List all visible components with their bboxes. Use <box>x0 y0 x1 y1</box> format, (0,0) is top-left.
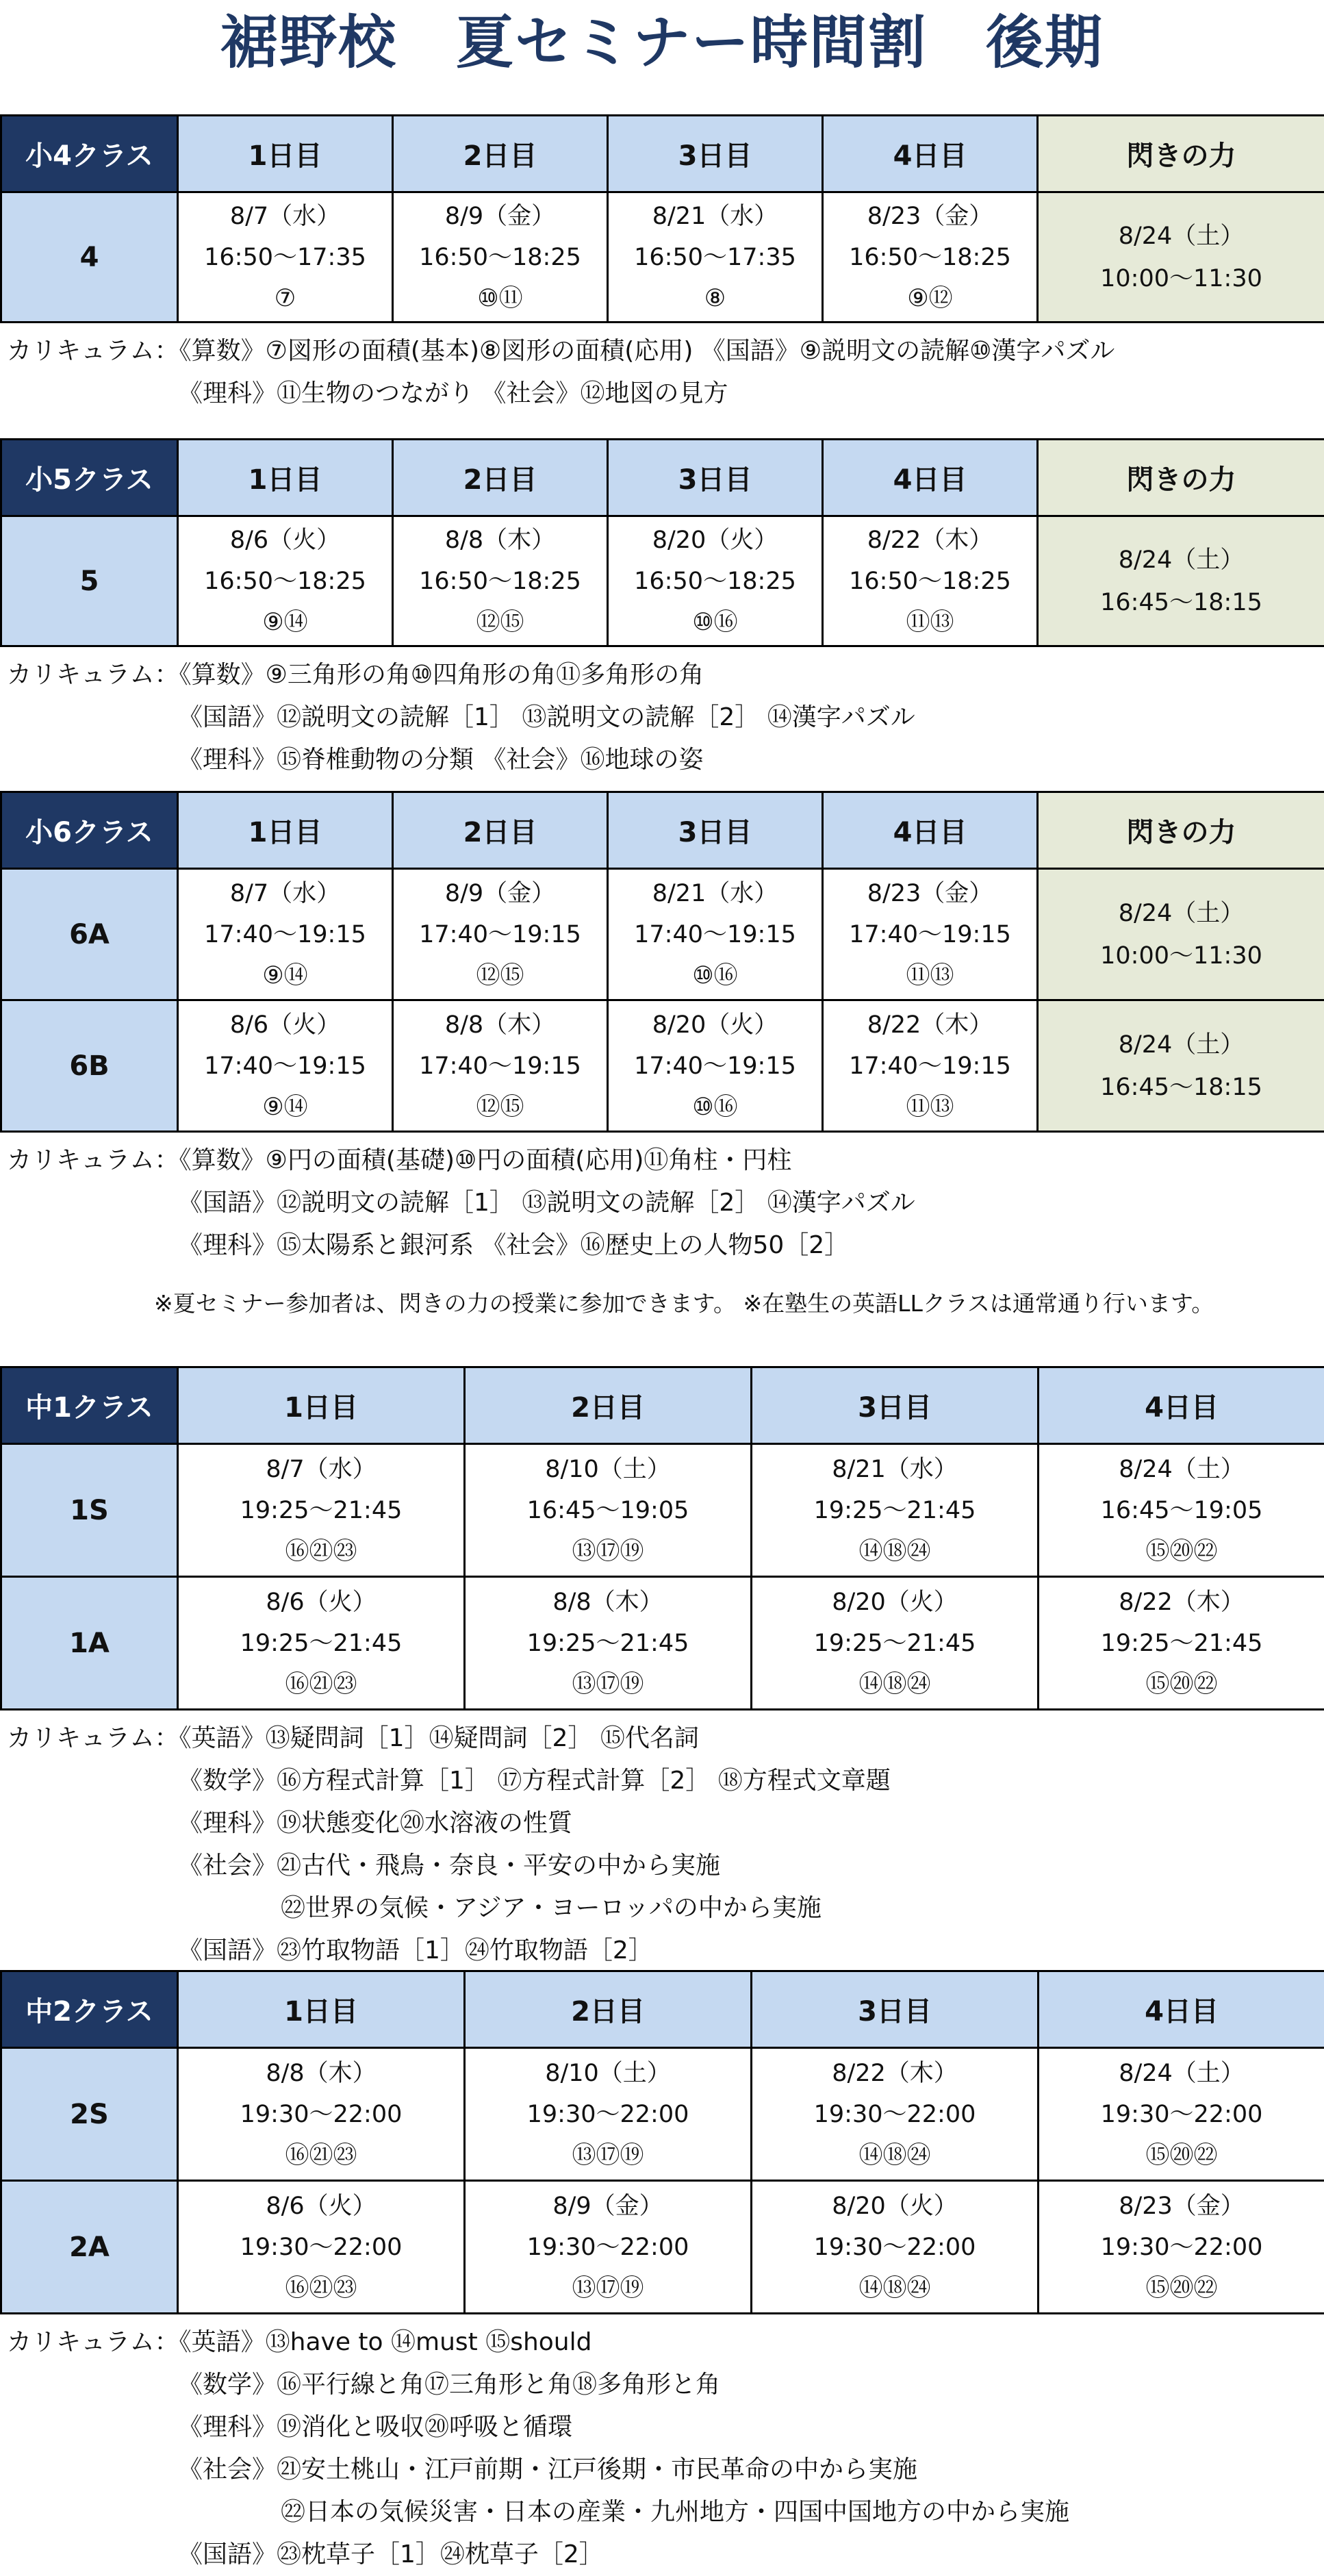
session-time: 19:30～22:00 <box>179 2227 463 2268</box>
session-cell <box>465 1444 752 1577</box>
hirameki-date: 8/24（土） <box>1039 539 1324 581</box>
session-cell <box>608 869 823 1000</box>
session-units: ⑧ <box>609 278 822 319</box>
session-date: 8/23（金） <box>824 196 1036 237</box>
schedule-table-grade6 <box>0 791 1324 1133</box>
session-cell <box>465 2048 752 2181</box>
session-cell <box>393 192 608 323</box>
session-time: 19:25～21:45 <box>752 1623 1037 1664</box>
session-units: ⑮⑳㉒ <box>1039 1531 1324 1572</box>
session-units: ⑯㉑㉓ <box>179 1531 463 1572</box>
table-row <box>1 2048 1324 2181</box>
class-header: 中1クラス <box>1 1367 178 1444</box>
session-units: ⑫⑮ <box>394 955 607 996</box>
hirameki-date: 8/24（土） <box>1039 215 1324 257</box>
session-time: 17:40～19:15 <box>609 914 822 955</box>
class-name: 4 <box>1 192 178 323</box>
day-header-1: 1日目 <box>178 792 393 869</box>
session-cell <box>465 2181 752 2314</box>
session-date: 8/6（火） <box>179 2186 463 2227</box>
session-date: 8/10（土） <box>466 1449 750 1490</box>
hirameki-time: 16:45～18:15 <box>1039 1066 1324 1109</box>
curriculum-line: 《理科》⑲状態変化⑳水溶液の性質 <box>7 1802 1324 1845</box>
hirameki-cell <box>1038 1000 1324 1132</box>
session-cell <box>823 1000 1038 1132</box>
session-time: 19:25～21:45 <box>466 1623 750 1664</box>
session-date: 8/7（水） <box>179 196 392 237</box>
session-cell <box>1039 1577 1324 1710</box>
table-row <box>1 1577 1324 1710</box>
session-units: ⑨⑭ <box>179 1087 392 1128</box>
session-cell <box>178 869 393 1000</box>
session-date: 8/10（土） <box>466 2053 750 2094</box>
table-row <box>1 2181 1324 2314</box>
curriculum-block <box>7 654 1324 781</box>
schedule-table-grade5 <box>0 438 1324 647</box>
session-date: 8/9（金） <box>394 196 607 237</box>
hirameki-header: 閃きの力 <box>1038 116 1324 192</box>
session-time: 16:50～18:25 <box>394 561 607 602</box>
curriculum-line: 《数学》⑯方程式計算［1］ ⑰方程式計算［2］ ⑱方程式文章題 <box>7 1760 1324 1802</box>
session-time: 19:25～21:45 <box>179 1623 463 1664</box>
day-header-2: 2日目 <box>393 792 608 869</box>
session-time: 16:50～17:35 <box>179 237 392 278</box>
session-date: 8/21（水） <box>752 1449 1037 1490</box>
session-cell <box>608 192 823 323</box>
session-time: 17:40～19:15 <box>609 1046 822 1087</box>
class-name: 6B <box>1 1000 178 1132</box>
session-cell <box>752 2181 1039 2314</box>
curriculum-line: 《理科》⑮太陽系と銀河系 《社会》⑯歴史上の人物50［2］ <box>7 1224 1324 1267</box>
section-grade4 <box>0 114 1324 415</box>
curriculum-line: 《国語》㉓枕草子［1］㉔枕草子［2］ <box>7 2534 1324 2576</box>
hirameki-header: 閃きの力 <box>1038 792 1324 869</box>
session-time: 19:25～21:45 <box>1039 1623 1324 1664</box>
day-header-1: 1日目 <box>178 116 393 192</box>
session-time: 19:30～22:00 <box>466 2094 750 2135</box>
session-cell <box>393 1000 608 1132</box>
session-time: 17:40～19:15 <box>179 1046 392 1087</box>
curriculum-line: 《国語》⑫説明文の読解［1］ ⑬説明文の読解［2］ ⑭漢字パズル <box>7 1182 1324 1224</box>
curriculum-line: 《理科》⑪生物のつながり 《社会》⑫地図の見方 <box>7 372 1324 415</box>
section-junior2 <box>0 1970 1324 2576</box>
session-time: 17:40～19:15 <box>394 1046 607 1087</box>
curriculum-line: カリキュラム：《算数》⑨円の面積(基礎)⑩円の面積(応用)⑪角柱・円柱 <box>7 1139 1324 1182</box>
day-header-3: 3日目 <box>752 1971 1039 2048</box>
session-cell <box>1039 1444 1324 1577</box>
day-header-4: 4日目 <box>823 116 1038 192</box>
session-units: ⑩⑪ <box>394 278 607 319</box>
day-header-1: 1日目 <box>178 1971 465 2048</box>
session-cell <box>178 516 393 646</box>
day-header-3: 3日目 <box>608 792 823 869</box>
session-time: 16:45～19:05 <box>466 1490 750 1531</box>
day-header-2: 2日目 <box>465 1367 752 1444</box>
session-cell <box>178 192 393 323</box>
day-header-2: 2日目 <box>465 1971 752 2048</box>
hirameki-cell <box>1038 869 1324 1000</box>
session-cell <box>393 516 608 646</box>
curriculum-line: カリキュラム：《算数》⑨三角形の角⑩四角形の角⑪多角形の角 <box>7 654 1324 696</box>
session-cell <box>608 1000 823 1132</box>
hirameki-time: 10:00～11:30 <box>1039 935 1324 977</box>
section-junior1 <box>0 1366 1324 1972</box>
session-units: ⑮⑳㉒ <box>1039 1664 1324 1705</box>
session-units: ⑨⑫ <box>824 278 1036 319</box>
session-date: 8/21（水） <box>609 196 822 237</box>
session-date: 8/23（金） <box>824 873 1036 914</box>
section-grade5 <box>0 438 1324 781</box>
session-units: ⑨⑭ <box>179 602 392 643</box>
class-header: 小4クラス <box>1 116 178 192</box>
session-time: 19:25～21:45 <box>179 1490 463 1531</box>
session-date: 8/6（火） <box>179 520 392 561</box>
curriculum-line: カリキュラム：《算数》⑦図形の面積(基本)⑧図形の面積(応用) 《国語》⑨説明文の読解⑩漢字パズル <box>7 330 1324 372</box>
day-header-3: 3日目 <box>608 116 823 192</box>
class-name: 2S <box>1 2048 178 2181</box>
session-time: 16:50～18:25 <box>609 561 822 602</box>
session-time: 17:40～19:15 <box>824 914 1036 955</box>
session-time: 16:50～18:25 <box>824 237 1036 278</box>
session-time: 19:30～22:00 <box>752 2094 1037 2135</box>
session-time: 19:30～22:00 <box>466 2227 750 2268</box>
session-time: 17:40～19:15 <box>824 1046 1036 1087</box>
session-date: 8/22（木） <box>824 520 1036 561</box>
session-date: 8/22（木） <box>752 2053 1037 2094</box>
session-date: 8/20（火） <box>752 1582 1037 1623</box>
curriculum-line: 《理科》⑲消化と吸収⑳呼吸と循環 <box>7 2406 1324 2449</box>
hirameki-date: 8/24（土） <box>1039 1024 1324 1066</box>
session-time: 16:50～18:25 <box>179 561 392 602</box>
section-grade6 <box>0 791 1324 1267</box>
session-time: 19:30～22:00 <box>1039 2227 1324 2268</box>
session-units: ⑩⑯ <box>609 955 822 996</box>
session-cell <box>178 1444 465 1577</box>
curriculum-line: カリキュラム：《英語》⑬have to ⑭must ⑮should <box>7 2321 1324 2364</box>
session-date: 8/21（水） <box>609 873 822 914</box>
session-units: ⑦ <box>179 278 392 319</box>
session-date: 8/9（金） <box>466 2186 750 2227</box>
session-cell <box>752 1444 1039 1577</box>
session-units: ⑩⑯ <box>609 602 822 643</box>
class-name: 1S <box>1 1444 178 1577</box>
session-time: 19:30～22:00 <box>752 2227 1037 2268</box>
curriculum-line: ㉒世界の気候・アジア・ヨーロッパの中から実施 <box>7 1887 1324 1930</box>
session-time: 19:30～22:00 <box>1039 2094 1324 2135</box>
curriculum-line: 《国語》⑫説明文の読解［1］ ⑬説明文の読解［2］ ⑭漢字パズル <box>7 696 1324 739</box>
curriculum-line: 《国語》㉓竹取物語［1］㉔竹取物語［2］ <box>7 1930 1324 1972</box>
session-units: ⑯㉑㉓ <box>179 2135 463 2176</box>
session-units: ⑩⑯ <box>609 1087 822 1128</box>
session-units: ⑯㉑㉓ <box>179 2268 463 2309</box>
day-header-2: 2日目 <box>393 116 608 192</box>
schedule-table-junior2 <box>0 1970 1324 2314</box>
class-header: 小6クラス <box>1 792 178 869</box>
day-header-4: 4日目 <box>823 792 1038 869</box>
session-time: 16:50～18:25 <box>394 237 607 278</box>
session-time: 16:50～18:25 <box>824 561 1036 602</box>
session-date: 8/22（木） <box>1039 1582 1324 1623</box>
class-header: 中2クラス <box>1 1971 178 2048</box>
session-date: 8/9（金） <box>394 873 607 914</box>
session-date: 8/22（木） <box>824 1005 1036 1046</box>
hirameki-cell <box>1038 516 1324 646</box>
class-name: 1A <box>1 1577 178 1710</box>
session-date: 8/7（水） <box>179 873 392 914</box>
day-header-4: 4日目 <box>1039 1971 1324 2048</box>
curriculum-line: カリキュラム：《英語》⑬疑問詞［1］⑭疑問詞［2］ ⑮代名詞 <box>7 1717 1324 1760</box>
session-cell <box>752 1577 1039 1710</box>
session-cell <box>178 1000 393 1132</box>
hirameki-cell <box>1038 192 1324 323</box>
session-date: 8/20（火） <box>752 2186 1037 2227</box>
session-date: 8/6（火） <box>179 1005 392 1046</box>
session-units: ⑮⑳㉒ <box>1039 2268 1324 2309</box>
curriculum-line: 《理科》⑮脊椎動物の分類 《社会》⑯地球の姿 <box>7 739 1324 781</box>
day-header-1: 1日目 <box>178 1367 465 1444</box>
session-units: ⑭⑱㉔ <box>752 2135 1037 2176</box>
session-time: 16:45～19:05 <box>1039 1490 1324 1531</box>
curriculum-line: 《社会》㉑古代・飛鳥・奈良・平安の中から実施 <box>7 1845 1324 1887</box>
session-units: ⑬⑰⑲ <box>466 2135 750 2176</box>
session-cell <box>752 2048 1039 2181</box>
class-name: 2A <box>1 2181 178 2314</box>
session-units: ⑭⑱㉔ <box>752 2268 1037 2309</box>
session-cell <box>608 516 823 646</box>
session-cell <box>1039 2181 1324 2314</box>
table-row <box>1 1444 1324 1577</box>
hirameki-time: 16:45～18:15 <box>1039 581 1324 624</box>
hirameki-header: 閃きの力 <box>1038 440 1324 516</box>
session-units: ⑫⑮ <box>394 1087 607 1128</box>
session-time: 19:30～22:00 <box>179 2094 463 2135</box>
session-units: ⑬⑰⑲ <box>466 1664 750 1705</box>
curriculum-line: 《数学》⑯平行線と角⑰三角形と角⑱多角形と角 <box>7 2364 1324 2406</box>
session-cell <box>178 1577 465 1710</box>
class-name: 6A <box>1 869 178 1000</box>
curriculum-line: 《社会》㉑安土桃山・江戸前期・江戸後期・市民革命の中から実施 <box>7 2449 1324 2491</box>
day-header-1: 1日目 <box>178 440 393 516</box>
session-time: 19:25～21:45 <box>752 1490 1037 1531</box>
session-units: ⑪⑬ <box>824 955 1036 996</box>
session-cell <box>823 516 1038 646</box>
session-units: ⑭⑱㉔ <box>752 1531 1037 1572</box>
session-date: 8/8（木） <box>394 1005 607 1046</box>
session-units: ⑪⑬ <box>824 1087 1036 1128</box>
session-date: 8/23（金） <box>1039 2186 1324 2227</box>
session-date: 8/24（土） <box>1039 2053 1324 2094</box>
session-units: ⑭⑱㉔ <box>752 1664 1037 1705</box>
session-time: 17:40～19:15 <box>394 914 607 955</box>
session-units: ⑬⑰⑲ <box>466 1531 750 1572</box>
session-units: ⑮⑳㉒ <box>1039 2135 1324 2176</box>
session-units: ⑫⑮ <box>394 602 607 643</box>
session-date: 8/6（火） <box>179 1582 463 1623</box>
session-date: 8/24（土） <box>1039 1449 1324 1490</box>
class-header: 小5クラス <box>1 440 178 516</box>
session-units: ⑬⑰⑲ <box>466 2268 750 2309</box>
session-cell <box>178 2048 465 2181</box>
session-date: 8/7（水） <box>179 1449 463 1490</box>
session-date: 8/8（木） <box>179 2053 463 2094</box>
day-header-2: 2日目 <box>393 440 608 516</box>
session-cell <box>823 192 1038 323</box>
session-units: ⑨⑭ <box>179 955 392 996</box>
session-date: 8/8（木） <box>394 520 607 561</box>
session-units: ⑯㉑㉓ <box>179 1664 463 1705</box>
curriculum-block <box>7 330 1324 415</box>
hirameki-date: 8/24（土） <box>1039 892 1324 935</box>
table-row <box>1 516 1324 646</box>
session-cell <box>465 1577 752 1710</box>
day-header-3: 3日目 <box>608 440 823 516</box>
curriculum-block <box>7 1139 1324 1267</box>
table-row <box>1 869 1324 1000</box>
session-cell <box>178 2181 465 2314</box>
session-cell <box>1039 2048 1324 2181</box>
table-row <box>1 192 1324 323</box>
session-cell <box>393 869 608 1000</box>
session-date: 8/20（火） <box>609 520 822 561</box>
session-units: ⑪⑬ <box>824 602 1036 643</box>
session-time: 16:50～17:35 <box>609 237 822 278</box>
session-cell <box>823 869 1038 1000</box>
participation-note: ※夏セミナー参加者は、閃きの力の授業に参加できます。 ※在塾生の英語LLクラスは通常通り行います。 <box>154 1286 1214 1318</box>
day-header-4: 4日目 <box>823 440 1038 516</box>
day-header-4: 4日目 <box>1039 1367 1324 1444</box>
class-name: 5 <box>1 516 178 646</box>
session-date: 8/20（火） <box>609 1005 822 1046</box>
curriculum-block <box>7 1717 1324 1972</box>
session-date: 8/8（木） <box>466 1582 750 1623</box>
hirameki-time: 10:00～11:30 <box>1039 257 1324 300</box>
schedule-table-grade4 <box>0 114 1324 323</box>
schedule-table-junior1 <box>0 1366 1324 1710</box>
curriculum-line: ㉒日本の気候災害・日本の産業・九州地方・四国中国地方の中から実施 <box>7 2491 1324 2534</box>
curriculum-block <box>7 2321 1324 2576</box>
page-title: 裾野校 夏セミナー時間割 後期 <box>0 0 1324 75</box>
day-header-3: 3日目 <box>752 1367 1039 1444</box>
table-row <box>1 1000 1324 1132</box>
session-time: 17:40～19:15 <box>179 914 392 955</box>
